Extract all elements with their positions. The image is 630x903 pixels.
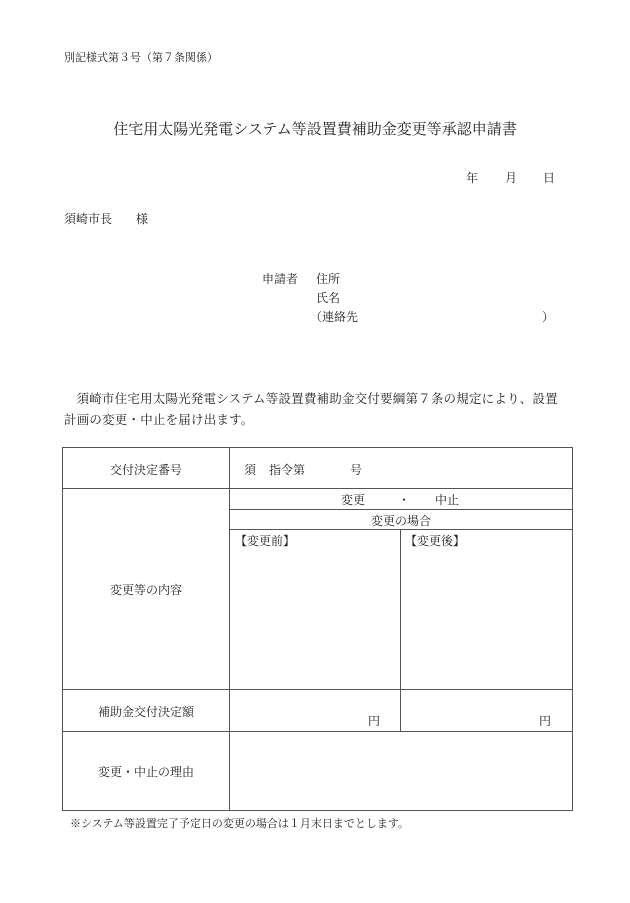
- date-day-label: 日: [543, 171, 556, 185]
- applicant-address-label: 住所: [316, 272, 341, 286]
- change-case-label: 変更の場合: [370, 514, 431, 528]
- footnote: ※システム等設置完了予定日の変更の場合は１月末日までとします。: [70, 817, 410, 830]
- subsidy-amount-label: 補助金交付決定額: [97, 705, 194, 719]
- form-reference: 別記様式第３号（第７条関係）: [64, 51, 218, 64]
- change-option: 変更: [341, 493, 366, 507]
- table-divider: [229, 509, 573, 510]
- amount-unit-after: 円: [539, 714, 552, 728]
- applicant-block: [262, 270, 562, 327]
- table-divider: [229, 448, 230, 810]
- date-month-label: 月: [505, 171, 518, 185]
- amount-unit-before: 円: [368, 714, 381, 728]
- decision-number-middle: 指令第: [269, 463, 306, 477]
- after-change-label: 【変更後】: [405, 534, 466, 548]
- application-table: [62, 447, 573, 811]
- date-year-label: 年: [466, 171, 479, 185]
- applicant-name-label: 氏名: [316, 291, 341, 305]
- table-divider: [400, 529, 401, 731]
- table-divider: [63, 689, 573, 690]
- before-change-label: 【変更前】: [235, 534, 296, 548]
- body-text: 須崎市住宅用太陽光発電システム等設置費補助金交付要綱第７条の規定により、設置計画の変更・中止を届け出ます。: [64, 391, 558, 427]
- addressee-honorific: 様: [136, 212, 149, 226]
- document-title: 住宅用太陽光発電システム等設置費補助金変更等承認申請書: [113, 120, 517, 138]
- applicant-role-label: 申請者: [262, 272, 299, 286]
- change-separator: ・: [398, 493, 411, 507]
- applicant-contact-close: ）: [542, 310, 555, 324]
- table-divider: [63, 731, 573, 732]
- table-divider: [63, 488, 573, 489]
- decision-number-label: 交付決定番号: [109, 463, 182, 477]
- table-divider: [229, 529, 573, 530]
- addressee: [64, 210, 148, 227]
- change-content-label: 変更等の内容: [109, 583, 182, 597]
- reason-label: 変更・中止の理由: [97, 765, 194, 779]
- addressee-name: 須崎市長: [64, 212, 113, 226]
- cancel-option: 中止: [435, 493, 460, 507]
- applicant-contact-open: （連絡先: [310, 310, 359, 324]
- decision-number-suffix: 号: [350, 463, 363, 477]
- decision-number-prefix: 須: [244, 463, 257, 477]
